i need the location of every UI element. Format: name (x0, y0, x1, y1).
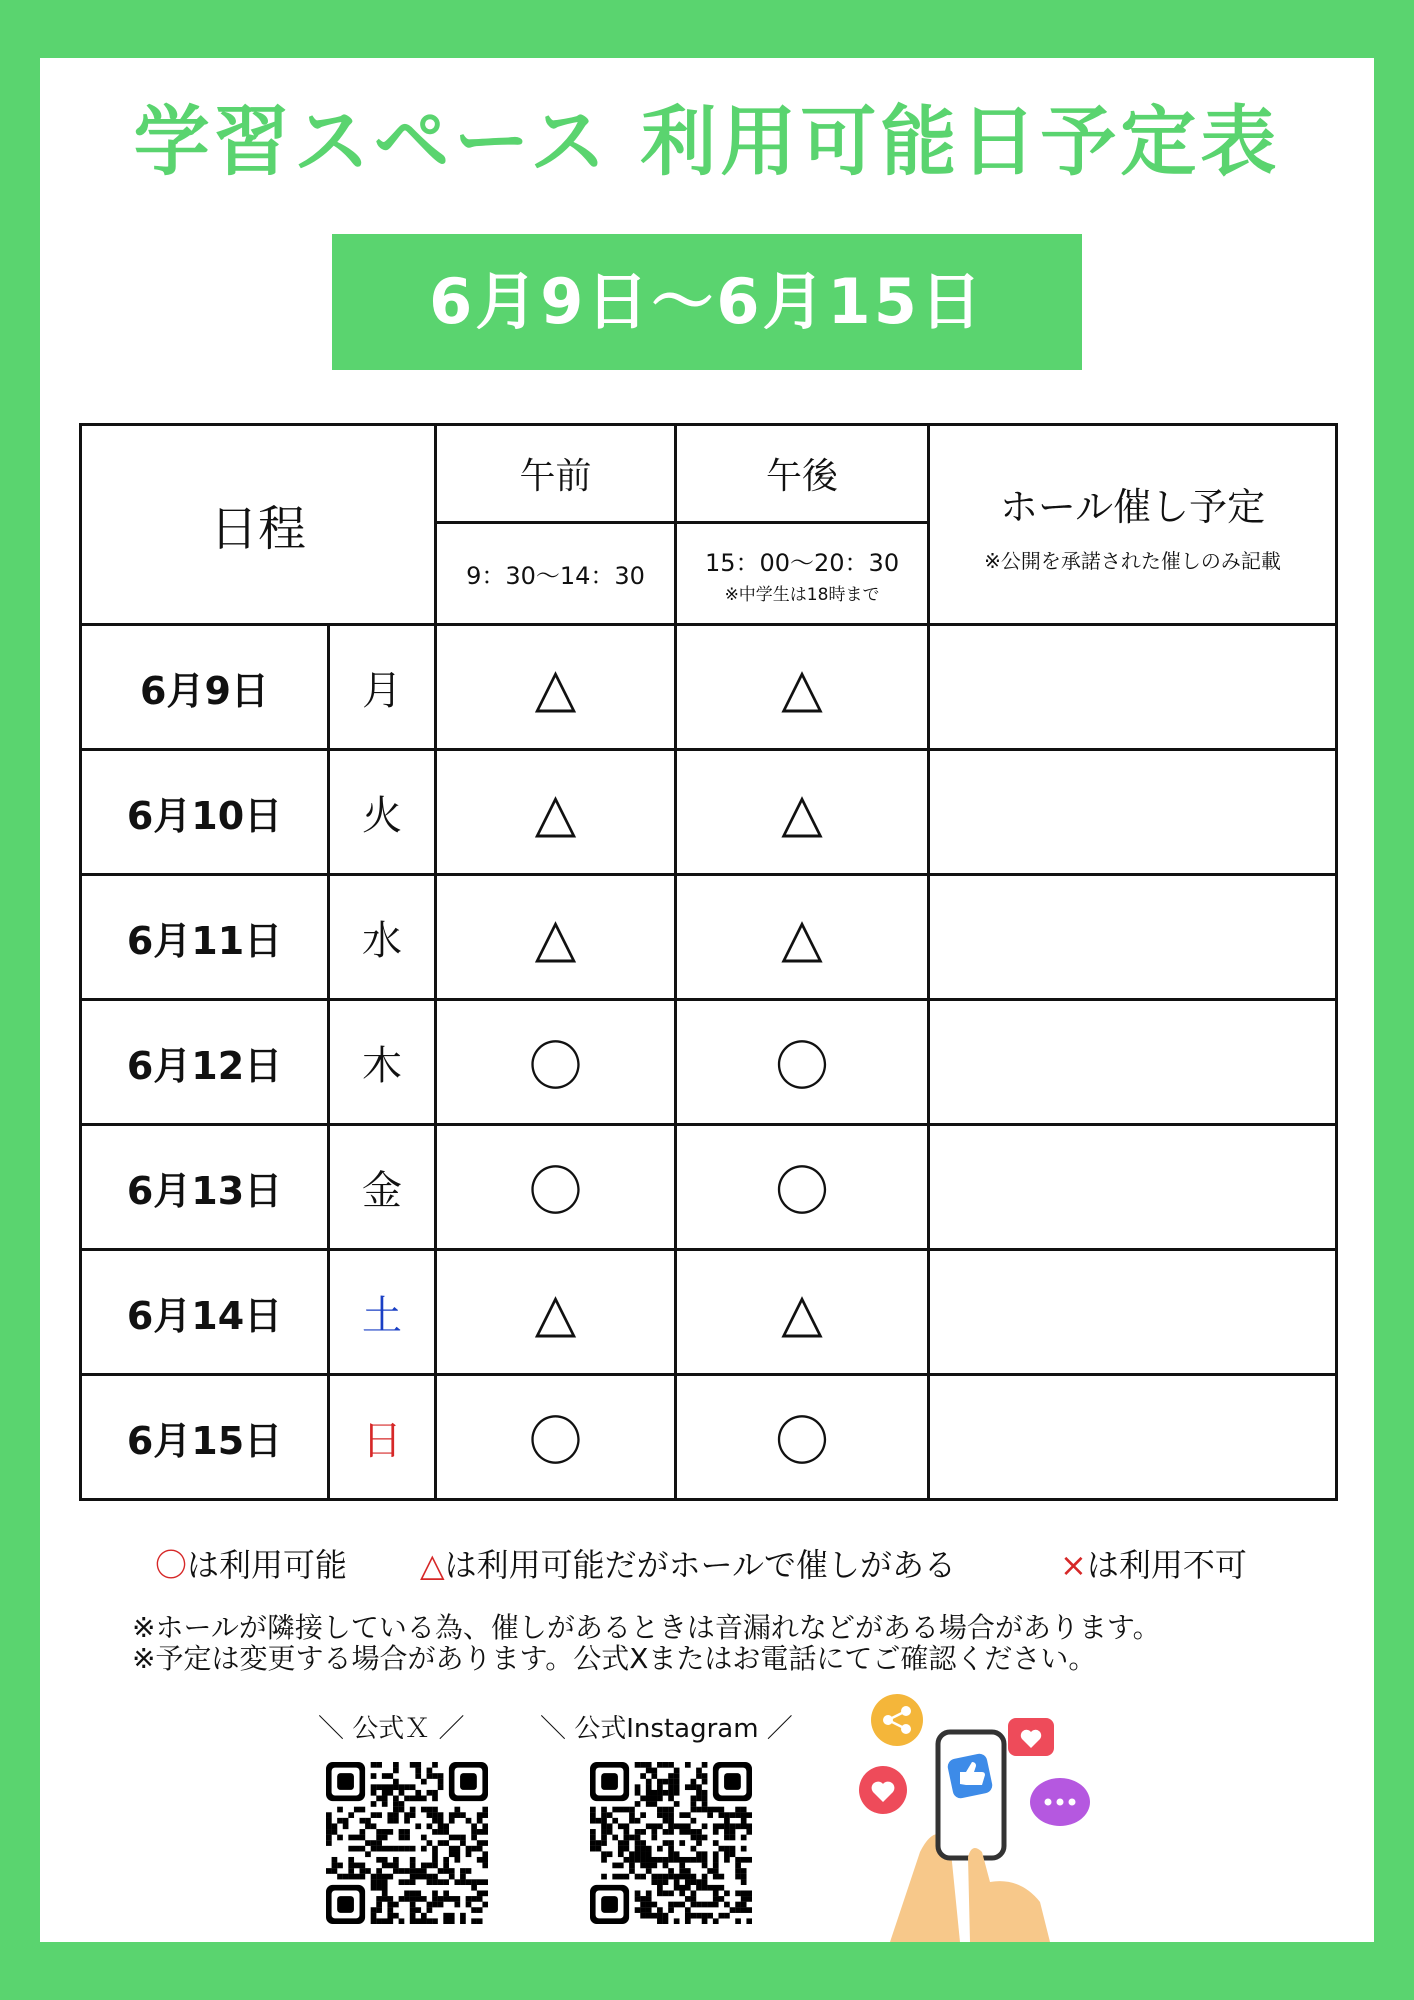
row-date: 6月13日 (81, 1125, 329, 1250)
legend-cross-text: は利用不可 (1086, 1546, 1247, 1584)
table-row (81, 1250, 1337, 1375)
header-pm-time-cell (676, 523, 929, 625)
notes (132, 1612, 1161, 1674)
row-date: 6月12日 (81, 1000, 329, 1125)
row-date: 6月11日 (81, 875, 329, 1000)
row-hall-event (929, 1125, 1337, 1250)
row-date: 6月14日 (81, 1250, 329, 1375)
page-title: 学習スペース 利用可能日予定表 (133, 97, 1281, 186)
thumbs-up-icon (946, 1752, 993, 1799)
row-am-status: △ (436, 625, 676, 750)
row-pm-status: 〇 (676, 1000, 929, 1125)
row-pm-status: △ (676, 875, 929, 1000)
row-hall-event (929, 1375, 1337, 1500)
heart-bubble-icon (859, 1766, 907, 1814)
table-row (81, 1000, 1337, 1125)
header-hall-title: ホール催し予定 (999, 484, 1266, 529)
row-date: 6月9日 (81, 625, 329, 750)
row-am-status: 〇 (436, 1125, 676, 1250)
table-row (81, 1375, 1337, 1500)
row-day-of-week: 水 (329, 875, 436, 1000)
row-day-of-week: 日 (329, 1375, 436, 1500)
header-pm: 午後 (676, 425, 929, 523)
table-row (81, 750, 1337, 875)
row-am-status: 〇 (436, 1375, 676, 1500)
share-icon (871, 1694, 923, 1746)
chat-bubble-icon (1030, 1778, 1090, 1826)
row-hall-event (929, 625, 1337, 750)
row-hall-event (929, 1000, 1337, 1125)
header-pm-time: 15：00～20：30 (704, 548, 900, 577)
row-am-status: 〇 (436, 1000, 676, 1125)
row-am-status: △ (436, 1250, 676, 1375)
row-hall-event (929, 1250, 1337, 1375)
row-am-status: △ (436, 875, 676, 1000)
legend-circle-mark: 〇 (155, 1546, 188, 1584)
date-range-banner: 6月9日～6月15日 (332, 234, 1082, 370)
header-hall-note: ※公開を承諾された催しのみ記載 (984, 548, 1281, 573)
row-hall-event (929, 875, 1337, 1000)
qr-x-label: ＼ 公式Ｘ ／ (318, 1714, 465, 1744)
table-row (81, 875, 1337, 1000)
schedule-table (79, 423, 1338, 1501)
row-date: 6月15日 (81, 1375, 329, 1500)
row-pm-status: △ (676, 625, 929, 750)
legend-triangle-text: は利用可能だがホールで催しがある (444, 1546, 956, 1584)
legend-unavailable (1060, 1540, 1247, 1586)
row-pm-status: 〇 (676, 1125, 929, 1250)
header-hall (929, 425, 1337, 625)
row-am-status: △ (436, 750, 676, 875)
heart-bubble-icon (1008, 1718, 1054, 1756)
qr-instagram-label: ＼ 公式Instagram ／ (540, 1714, 793, 1744)
qr-code-instagram[interactable] (590, 1762, 752, 1924)
legend-circle-text: は利用可能 (187, 1546, 348, 1584)
row-pm-status: △ (676, 750, 929, 875)
header-am-time: 9：30～14：30 (436, 523, 676, 625)
legend-event (420, 1540, 956, 1586)
table-row (81, 625, 1337, 750)
row-day-of-week: 木 (329, 1000, 436, 1125)
note-line: ※予定は変更する場合があります。公式Xまたはお電話にてご確認ください。 (132, 1642, 1097, 1675)
header-pm-note: ※中学生は18時まで (724, 584, 880, 605)
row-pm-status: △ (676, 1250, 929, 1375)
row-day-of-week: 金 (329, 1125, 436, 1250)
row-date: 6月10日 (81, 750, 329, 875)
legend-cross-mark: × (1060, 1546, 1087, 1584)
legend-available (155, 1540, 347, 1586)
table-row (81, 1125, 1337, 1250)
qr-code-x[interactable] (326, 1762, 488, 1924)
row-day-of-week: 火 (329, 750, 436, 875)
row-day-of-week: 土 (329, 1250, 436, 1375)
smartphone-social-illustration (850, 1692, 1100, 1942)
pointing-hand-icon (968, 1848, 1050, 1942)
row-day-of-week: 月 (329, 625, 436, 750)
header-am: 午前 (436, 425, 676, 523)
row-hall-event (929, 750, 1337, 875)
note-line: ※ホールが隣接している為、催しがあるときは音漏れなどがある場合があります。 (132, 1611, 1161, 1644)
header-date: 日程 (81, 425, 436, 625)
row-pm-status: 〇 (676, 1375, 929, 1500)
legend-triangle-mark: △ (420, 1546, 445, 1584)
